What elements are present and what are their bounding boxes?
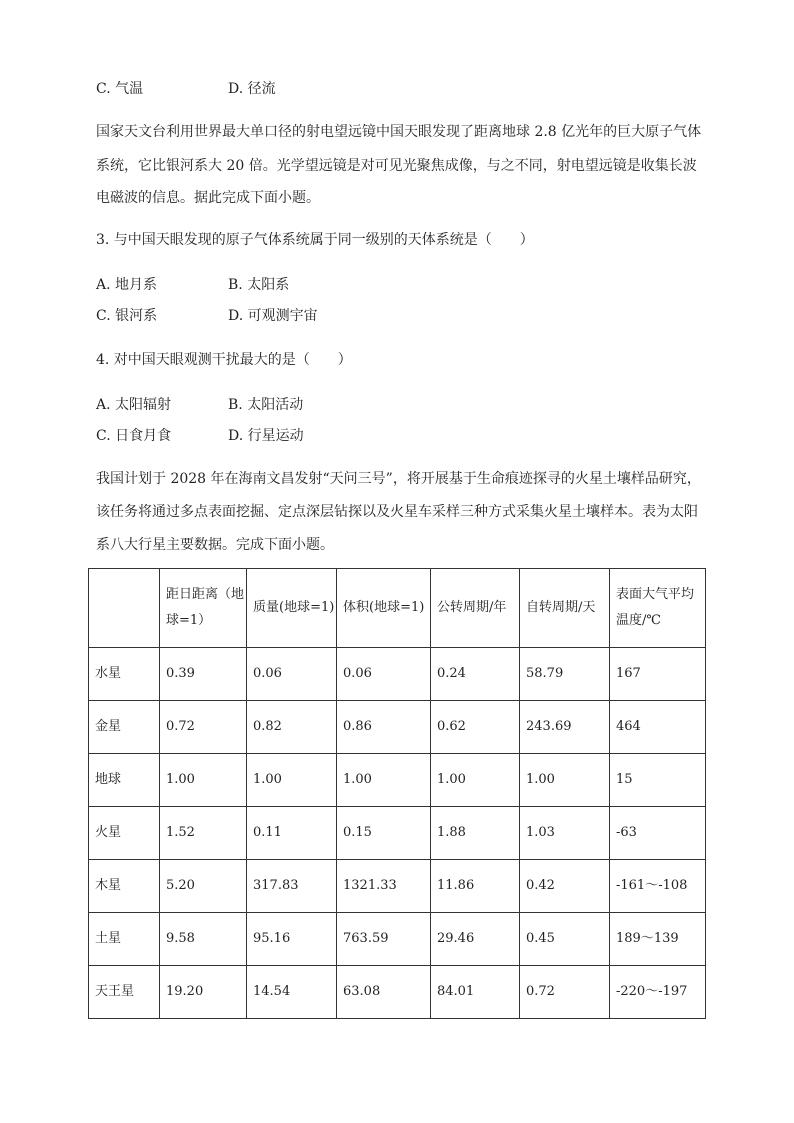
planet-name-cell: 火星 <box>89 807 160 860</box>
table-cell: 58.79 <box>520 648 610 701</box>
table-cell: 0.39 <box>160 648 247 701</box>
table-cell: 0.45 <box>520 913 610 966</box>
passage1-line-3: 电磁波的信息。据此完成下面小题。 <box>96 190 320 206</box>
passage2-line-2: 该任务将通过多点表面挖掘、定点深层钻探以及火星车采样三种方式采集火星土壤样本。表为太阳 <box>96 504 698 520</box>
table-cell: 1.03 <box>520 807 610 860</box>
table-cell: 63.08 <box>337 966 431 1019</box>
table-cell: 0.82 <box>247 701 337 754</box>
planet-name-cell: 木星 <box>89 860 160 913</box>
header-cell-mass: 质量(地球=1) <box>247 569 337 648</box>
table-cell: 0.24 <box>431 648 520 701</box>
table-cell: 1321.33 <box>337 860 431 913</box>
table-cell: 1.00 <box>160 754 247 807</box>
q3-option-a: A. 地月系 <box>96 277 158 293</box>
passage1-line-2: 系统，它比银河系大 20 倍。光学望远镜是对可见光聚焦成像，与之不同，射电望远镜是收集长波 <box>96 158 697 174</box>
table-cell: 5.20 <box>160 860 247 913</box>
table-cell: 0.62 <box>431 701 520 754</box>
q2-option-c: C. 气温 <box>96 81 144 97</box>
table-row <box>89 860 706 913</box>
table-cell: -220～-197 <box>610 966 706 1019</box>
table-cell: 95.16 <box>247 913 337 966</box>
planet-name-cell: 地球 <box>89 754 160 807</box>
table-cell: 189～139 <box>610 913 706 966</box>
passage1-line-1: 国家天文台利用世界最大单口径的射电望远镜中国天眼发现了距离地球 2.8 亿光年的巨大原子气体 <box>96 124 702 140</box>
table-row <box>89 701 706 754</box>
q3-option-d: D. 可观测宇宙 <box>228 308 318 324</box>
table-cell: 167 <box>610 648 706 701</box>
table-cell: 1.00 <box>520 754 610 807</box>
table-cell: 0.86 <box>337 701 431 754</box>
table-row <box>89 648 706 701</box>
table-cell: 9.58 <box>160 913 247 966</box>
header-cell-orbital-period: 公转周期/年 <box>431 569 520 648</box>
table-cell: 0.11 <box>247 807 337 860</box>
planet-name-cell: 水星 <box>89 648 160 701</box>
table-cell: 19.20 <box>160 966 247 1019</box>
passage2-line-3: 系八大行星主要数据。完成下面小题。 <box>96 537 334 553</box>
q4-stem: 4. 对中国天眼观测干扰最大的是（ ） <box>96 352 352 368</box>
table-cell: 1.88 <box>431 807 520 860</box>
table-row <box>89 807 706 860</box>
table-row <box>89 913 706 966</box>
table-cell: 0.42 <box>520 860 610 913</box>
header-temperature-label: 表面大气平均温度/℃ <box>616 587 695 628</box>
table-cell: 1.00 <box>431 754 520 807</box>
table-header-row <box>89 569 706 648</box>
header-cell-blank <box>89 569 160 648</box>
table-cell: 14.54 <box>247 966 337 1019</box>
table-cell: -161～-108 <box>610 860 706 913</box>
header-cell-temperature <box>610 569 706 648</box>
q2-option-d: D. 径流 <box>228 81 276 97</box>
q4-option-d: D. 行星运动 <box>228 428 304 444</box>
planet-data-table <box>88 568 706 1019</box>
header-cell-rotation-period: 自转周期/天 <box>520 569 610 648</box>
table-row <box>89 966 706 1019</box>
table-cell: 84.01 <box>431 966 520 1019</box>
table-row <box>89 754 706 807</box>
q3-option-c: C. 银河系 <box>96 308 158 324</box>
header-cell-distance <box>160 569 247 648</box>
planet-name-cell: 金星 <box>89 701 160 754</box>
q3-stem: 3. 与中国天眼发现的原子气体系统属于同一级别的天体系统是（ ） <box>96 232 534 248</box>
passage2-line-1: 我国计划于 2028 年在海南文昌发射“天问三号”，将开展基于生命痕迹探寻的火星土壤样品研究， <box>96 471 701 487</box>
table-cell: 763.59 <box>337 913 431 966</box>
q4-option-c: C. 日食月食 <box>96 428 172 444</box>
table-cell: 11.86 <box>431 860 520 913</box>
planet-name-cell: 天王星 <box>89 966 160 1019</box>
table-cell: 1.00 <box>247 754 337 807</box>
table-cell: 1.00 <box>337 754 431 807</box>
table-cell: 0.72 <box>520 966 610 1019</box>
table-cell: 317.83 <box>247 860 337 913</box>
table-cell: 29.46 <box>431 913 520 966</box>
q3-option-b: B. 太阳系 <box>228 277 290 293</box>
table-cell: 0.06 <box>247 648 337 701</box>
table-cell: 15 <box>610 754 706 807</box>
table-cell: 0.15 <box>337 807 431 860</box>
table-cell: 0.06 <box>337 648 431 701</box>
table-cell: 0.72 <box>160 701 247 754</box>
table-cell: 464 <box>610 701 706 754</box>
table-cell: 243.69 <box>520 701 610 754</box>
table-cell: 1.52 <box>160 807 247 860</box>
header-cell-volume: 体积(地球=1) <box>337 569 431 648</box>
q4-option-a: A. 太阳辐射 <box>96 397 172 413</box>
planet-name-cell: 土星 <box>89 913 160 966</box>
table-cell: -63 <box>610 807 706 860</box>
header-distance-label: 距日距离（地球=1） <box>166 587 245 628</box>
q4-option-b: B. 太阳活动 <box>228 397 304 413</box>
